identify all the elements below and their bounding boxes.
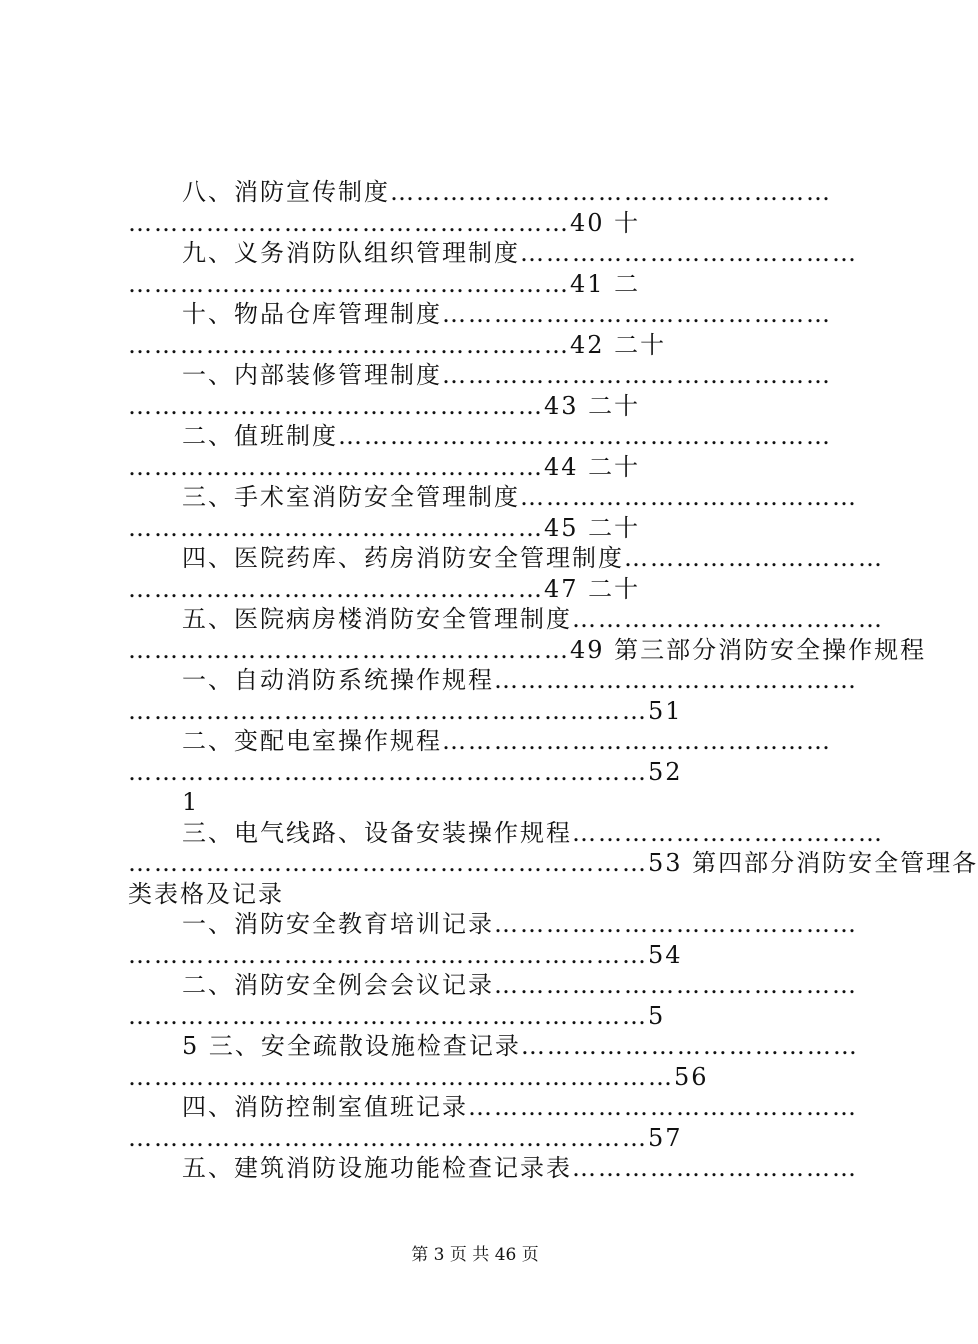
toc-line: ……………………………………………40 十 xyxy=(128,208,641,237)
toc-line: 一、自动消防系统操作规程…………………………………… xyxy=(182,666,858,694)
toc-line: 类表格及记录 xyxy=(128,879,284,908)
toc-line: ……………………………………………41 二 xyxy=(128,269,641,298)
toc-line: 5 三、安全疏散设施检查记录………………………………… xyxy=(182,1032,859,1060)
toc-line: 五、建筑消防设施功能检查记录表…………………………… xyxy=(182,1154,858,1182)
toc-line: …………………………………………43 二十 xyxy=(128,391,641,420)
toc-line: 二、值班制度………………………………………………… xyxy=(182,422,832,450)
toc-line: ……………………………………………49 第三部分消防安全操作规程 xyxy=(128,635,927,664)
toc-line: ……………………………………………………54 xyxy=(128,940,683,969)
toc-line: 八、消防宣传制度…………………………………………… xyxy=(182,178,832,206)
toc-line: 五、医院病房楼消防安全管理制度……………………………… xyxy=(182,605,884,633)
toc-line: 四、消防控制室值班记录……………………………………… xyxy=(182,1093,858,1121)
toc-line: 四、医院药库、药房消防安全管理制度………………………… xyxy=(182,544,884,572)
toc-line: 二、消防安全例会会议记录…………………………………… xyxy=(182,971,858,999)
toc-line: 三、电气线路、设备安装操作规程……………………………… xyxy=(182,818,884,847)
toc-line: ……………………………………………………53 第四部分消防安全管理各 xyxy=(128,849,978,877)
toc-line: 二、变配电室操作规程……………………………………… xyxy=(182,727,832,755)
toc-line: ………………………………………………………56 xyxy=(128,1062,709,1091)
toc-line: ……………………………………………………51 xyxy=(128,696,683,725)
toc-line: ……………………………………………………57 xyxy=(128,1123,683,1152)
toc-line: 三、手术室消防安全管理制度………………………………… xyxy=(182,483,858,511)
toc-line: 1 xyxy=(182,788,200,816)
toc-line: …………………………………………44 二十 xyxy=(128,452,641,481)
toc-line: 一、内部装修管理制度……………………………………… xyxy=(182,361,832,389)
toc-line: ……………………………………………42 二十 xyxy=(128,330,667,359)
toc-line: 一、消防安全教育培训记录…………………………………… xyxy=(182,910,858,938)
toc-line: ……………………………………………………52 xyxy=(128,757,683,786)
toc-line: 十、物品仓库管理制度……………………………………… xyxy=(182,300,832,328)
toc-line: ……………………………………………………5 xyxy=(128,1001,666,1030)
page-footer: 第 3 页 共 46 页 xyxy=(411,1245,539,1265)
toc-line: …………………………………………47 二十 xyxy=(128,574,641,603)
toc-line: 九、义务消防队组织管理制度………………………………… xyxy=(182,239,858,267)
toc-line: …………………………………………45 二十 xyxy=(128,513,641,542)
